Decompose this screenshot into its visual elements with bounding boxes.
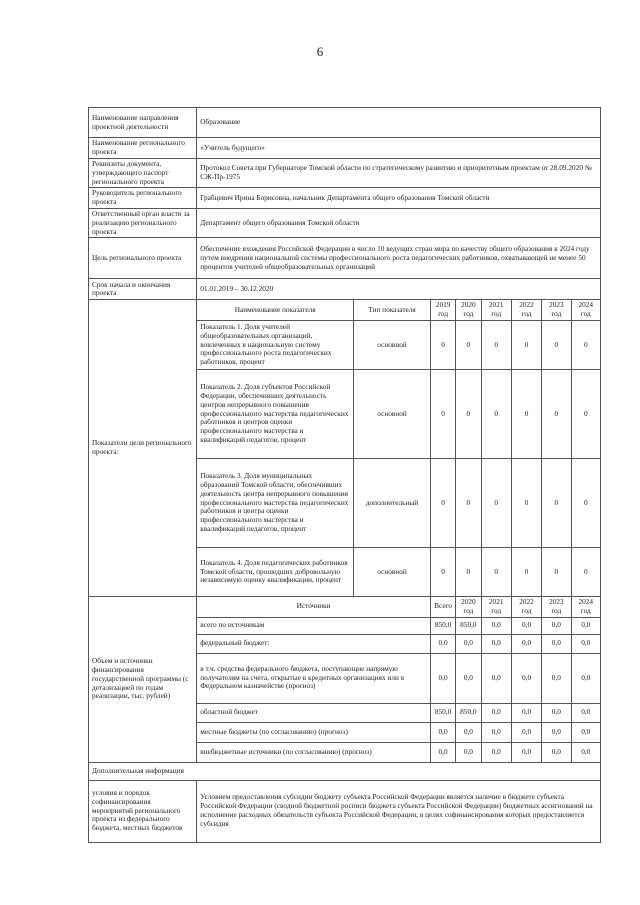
leader-label: Руководитель регионального проекта (89, 188, 197, 209)
row-direction (89, 108, 601, 138)
funding-value: 0,0 (571, 634, 600, 653)
additional-row (89, 780, 601, 842)
funding-value: 0,0 (571, 617, 600, 634)
funding-year-2020: 2020 год (456, 596, 481, 617)
indicator-value: 0 (511, 369, 541, 458)
indicators-year-2024: 2024 год (571, 300, 600, 321)
indicator-value: 0 (511, 320, 541, 369)
funding-value: 0,0 (456, 742, 481, 762)
funding-value: 0,0 (511, 653, 541, 703)
project-passport-table (88, 107, 601, 843)
direction-value: Образование (197, 108, 601, 138)
indicator-value: 0 (456, 547, 481, 596)
additional-label: условия и порядок софинансирования мероприятий регионального проекта из федерального бюджета, местных бюджетов (89, 780, 197, 842)
indicator-name: Показатель 3. Доля муниципальных образований Томской области, обеспечивших деятельность центра непрерывного повышения профессионального мастерства педагогических работников и центра оценки профессионального мастерства и квалификаций педагогов, процент (197, 458, 354, 547)
indicators-label: Показатели цели регионального проекта: (89, 300, 197, 597)
indicators-year-2023: 2023 год (542, 300, 571, 321)
indicator-name: Показатель 1. Доля учителей общеобразовательных организаций, вовлеченных в национальную систему профессионального роста педагогических работников, процент (197, 320, 354, 369)
indicator-name: Показатель 4. Доля педагогических работников Томской области, прошедших добровольную независимую оценку квалификации, процент (197, 547, 354, 596)
funding-value: 0,0 (511, 703, 541, 722)
indicator-value: 0 (542, 547, 571, 596)
goal-value: Обеспечение вхождения Российской Федерации в число 10 ведущих стран мира по качеству общего образования к 2024 году путем внедрения национальной системы профессионального роста педагогических работников, охватывающей не менее 50 процентов учителей общеобразовательных организаций (197, 238, 601, 279)
indicator-type: основной (354, 369, 431, 458)
indicator-value: 0 (456, 458, 481, 547)
indicator-type: основной (354, 320, 431, 369)
funding-total: 0,0 (430, 653, 455, 703)
direction-label: Наименование направления проектной деятельности (89, 108, 197, 138)
indicator-value: 0 (571, 369, 600, 458)
indicator-value: 0 (571, 547, 600, 596)
funding-value: 0,0 (456, 634, 481, 653)
funding-year-2024: 2024 год (571, 596, 600, 617)
funding-value: 0,0 (542, 742, 571, 762)
indicator-value: 0 (456, 369, 481, 458)
funding-value: 0,0 (481, 722, 511, 742)
funding-year-2021: 2021 год (481, 596, 511, 617)
funding-source: местные бюджеты (по согласованию) (прогноз) (197, 722, 431, 742)
indicator-value: 0 (542, 458, 571, 547)
funding-value: 850,0 (456, 703, 481, 722)
funding-value: 0,0 (571, 653, 600, 703)
indicator-value: 0 (481, 547, 511, 596)
doc-details-value: Протокол Совета при Губернаторе Томской области по стратегическому развитию и приоритетным проектам от 28.09.2020 № СЖ-Пр-1975 (197, 159, 601, 188)
indicator-value: 0 (542, 369, 571, 458)
indicator-value: 0 (430, 320, 455, 369)
funding-total: 0,0 (430, 722, 455, 742)
indicator-value: 0 (481, 369, 511, 458)
funding-header-sources: Источники (197, 596, 431, 617)
funding-value: 0,0 (571, 703, 600, 722)
indicator-name: Показатель 2. Доля субъектов Российской Федерации, обеспечивших деятельность центров непрерывного повышения профессионального мастерства педагогических работников и центров оценки профессионального мастерства и квалификаций педагогов, процент (197, 369, 354, 458)
indicator-value: 0 (571, 458, 600, 547)
funding-value: 0,0 (542, 634, 571, 653)
funding-value: 850,0 (456, 617, 481, 634)
funding-total: 850,0 (430, 703, 455, 722)
indicators-year-2021: 2021 год (481, 300, 511, 321)
additional-heading: Дополнительная информация (89, 762, 601, 780)
row-project-name (89, 138, 601, 159)
funding-value: 0,0 (481, 703, 511, 722)
funding-value: 0,0 (542, 722, 571, 742)
indicators-header-row (89, 300, 601, 321)
responsible-value: Департамент общего образования Томской области (197, 208, 601, 237)
indicators-header-type: Тип показателя (354, 300, 431, 321)
row-goal (89, 238, 601, 279)
funding-value: 0,0 (511, 742, 541, 762)
page-number: 6 (316, 44, 324, 59)
funding-label: Объем и источники финансирования государственной программы (с детализацией по годам реализации, тыс. рублей) (89, 596, 197, 762)
funding-value: 0,0 (481, 617, 511, 634)
project-name-value: «Учитель будущего» (197, 138, 601, 159)
project-name-label: Наименование регионального проекта (89, 138, 197, 159)
funding-total: 0,0 (430, 634, 455, 653)
funding-year-2022: 2022 год (511, 596, 541, 617)
indicator-value: 0 (430, 458, 455, 547)
funding-source: областной бюджет (197, 703, 431, 722)
row-doc-details (89, 159, 601, 188)
additional-heading-row (89, 762, 601, 780)
funding-value: 0,0 (456, 722, 481, 742)
row-period (89, 279, 601, 300)
funding-value: 0,0 (511, 634, 541, 653)
funding-value: 0,0 (542, 617, 571, 634)
responsible-label: Ответственный орган власти за реализацию регионального проекта (89, 208, 197, 237)
funding-source: внебюджетные источники (по согласованию) (прогноз) (197, 742, 431, 762)
indicators-year-2020: 2020 год (456, 300, 481, 321)
indicator-value: 0 (481, 320, 511, 369)
period-value: 01.01.2019 – 30.12.2020 (197, 279, 601, 300)
indicator-value: 0 (571, 320, 600, 369)
funding-value: 0,0 (571, 742, 600, 762)
indicator-value: 0 (511, 458, 541, 547)
funding-total: 0,0 (430, 742, 455, 762)
funding-value: 0,0 (481, 653, 511, 703)
funding-source: в т.ч. средства федерального бюджета, поступающие напрямую получателям на счета, открытые в кредитных организациях или в Федеральном казначействе (прогноз) (197, 653, 431, 703)
doc-details-label: Реквизиты документа, утверждающего паспорт регионального проекта (89, 159, 197, 188)
funding-value: 0,0 (511, 617, 541, 634)
additional-value: Условием предоставления субсидии бюджету субъекта Российской Федерации является наличие в бюджете субъекта Российской Федерации (сводной бюджетной росписи бюджета субъекта Российской Федерации) бюджетных ассигнований на исполнение расходных обязательств субъекта Российской Федерации, в целях софинансирования которых предоставляется субсидия (197, 780, 601, 842)
funding-source: федеральный бюджет: (197, 634, 431, 653)
funding-value: 0,0 (511, 722, 541, 742)
indicator-type: основной (354, 547, 431, 596)
funding-header-total: Всего (430, 596, 455, 617)
indicator-value: 0 (542, 320, 571, 369)
indicators-year-2019: 2019 год (430, 300, 455, 321)
period-label: Срок начала и окончания проекта (89, 279, 197, 300)
funding-source: всего по источникам (197, 617, 431, 634)
indicators-year-2022: 2022 год (511, 300, 541, 321)
funding-value: 0,0 (542, 653, 571, 703)
indicator-value: 0 (430, 369, 455, 458)
indicator-value: 0 (430, 547, 455, 596)
indicator-value: 0 (511, 547, 541, 596)
leader-value: Грабцевич Ирина Борисовна, начальник Департамента общего образования Томской области (197, 188, 601, 209)
indicator-type: дополнительный (354, 458, 431, 547)
funding-value: 0,0 (542, 703, 571, 722)
indicator-value: 0 (481, 458, 511, 547)
funding-value: 0,0 (456, 653, 481, 703)
indicators-header-name: Наименование показателя (197, 300, 354, 321)
goal-label: Цель регионального проекта (89, 238, 197, 279)
indicator-value: 0 (456, 320, 481, 369)
funding-total: 850,0 (430, 617, 455, 634)
funding-value: 0,0 (481, 634, 511, 653)
funding-header-row (89, 596, 601, 617)
row-leader (89, 188, 601, 209)
funding-value: 0,0 (571, 722, 600, 742)
funding-value: 0,0 (481, 742, 511, 762)
funding-year-2023: 2023 год (542, 596, 571, 617)
row-responsible (89, 208, 601, 237)
